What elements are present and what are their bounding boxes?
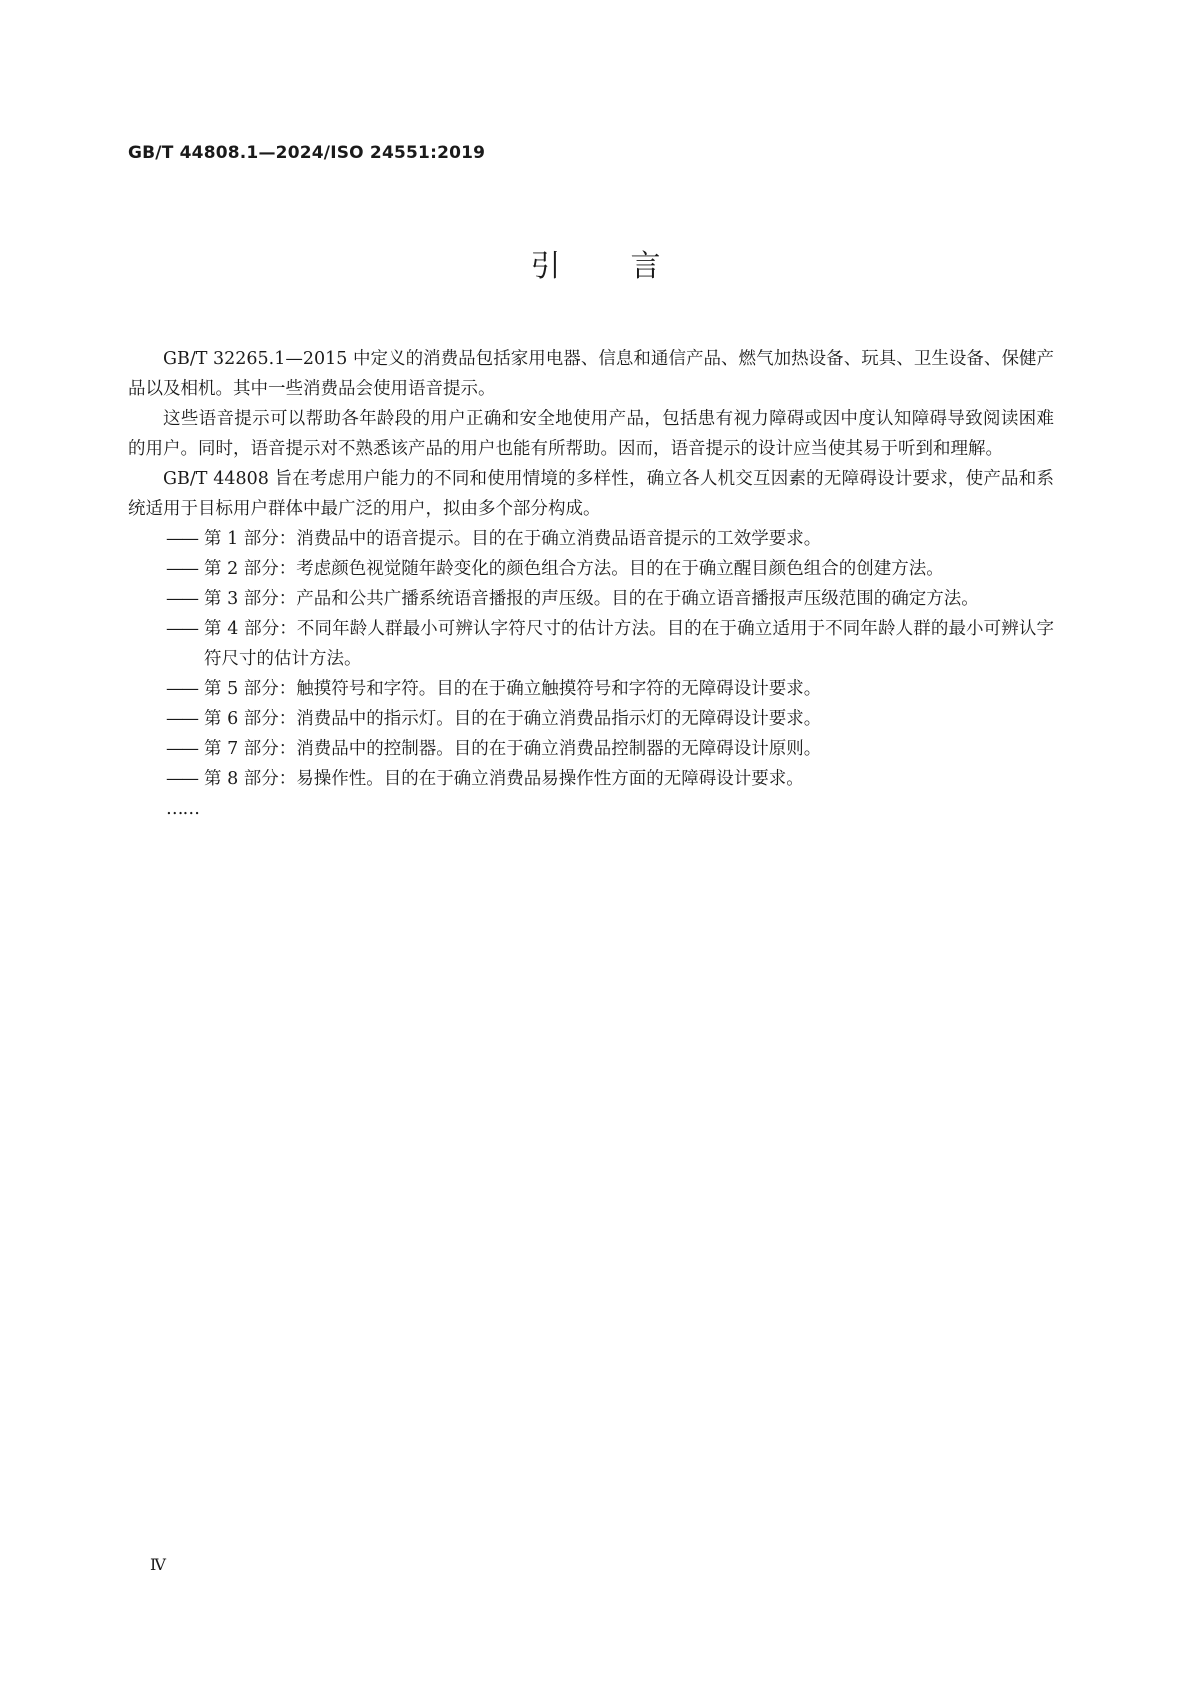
- parts-list: [128, 524, 1054, 794]
- part-item-2: [128, 554, 1054, 584]
- page-number: Ⅳ: [150, 1555, 166, 1574]
- part-item-3: [128, 584, 1054, 614]
- part-item-text: 第 3 部分：产品和公共广播系统语音播报的声压级。目的在于确立语音播报声压级范围的确定方法。: [204, 589, 979, 609]
- intro-paragraph-3: GB/T 44808 旨在考虑用户能力的不同和使用情境的多样性，确立各人机交互因素的无障碍设计要求，使产品和系统适用于目标用户群体中最广泛的用户，拟由多个部分构成。: [128, 469, 1054, 519]
- part-item-5: [128, 674, 1054, 704]
- list-dash: ——: [166, 619, 197, 639]
- list-dash: ——: [166, 559, 197, 579]
- list-ellipsis: ……: [166, 799, 199, 819]
- list-dash: ——: [166, 589, 197, 609]
- part-item-8: [128, 764, 1054, 794]
- part-item-text: 第 7 部分：消费品中的控制器。目的在于确立消费品控制器的无障碍设计原则。: [204, 739, 822, 759]
- standard-code-header: GB/T 44808.1—2024/ISO 24551:2019: [128, 143, 486, 163]
- part-item-text: 第 8 部分：易操作性。目的在于确立消费品易操作性方面的无障碍设计要求。: [204, 769, 804, 789]
- part-item-text: 第 2 部分：考虑颜色视觉随年龄变化的颜色组合方法。目的在于确立醒目颜色组合的创建方法。: [204, 559, 944, 579]
- list-dash: ——: [166, 709, 197, 729]
- page-title: 引言: [530, 249, 731, 284]
- list-dash: ——: [166, 679, 197, 699]
- list-dash: ——: [166, 529, 197, 549]
- part-item-6: [128, 704, 1054, 734]
- part-item-text: 第 1 部分：消费品中的语音提示。目的在于确立消费品语音提示的工效学要求。: [204, 529, 822, 549]
- part-item-4: [128, 614, 1054, 674]
- part-item-1: [128, 524, 1054, 554]
- part-item-text: 第 5 部分：触摸符号和字符。目的在于确立触摸符号和字符的无障碍设计要求。: [204, 679, 822, 699]
- list-dash: ——: [166, 769, 197, 789]
- part-item-7: [128, 734, 1054, 764]
- intro-paragraph-1: GB/T 32265.1—2015 中定义的消费品包括家用电器、信息和通信产品、燃气加热设备、玩具、卫生设备、保健产品以及相机。其中一些消费品会使用语音提示。: [128, 349, 1054, 399]
- part-item-text: 第 4 部分：不同年龄人群最小可辨认字符尺寸的估计方法。目的在于确立适用于不同年龄人群的最小可辨认字符尺寸的估计方法。: [204, 619, 1054, 669]
- list-dash: ——: [166, 739, 197, 759]
- intro-paragraph-2: 这些语音提示可以帮助各年龄段的用户正确和安全地使用产品，包括患有视力障碍或因中度认知障碍导致阅读困难的用户。同时，语音提示对不熟悉该产品的用户也能有所帮助。因而，语音提示的设计应当使其易于听到和理解。: [128, 409, 1054, 459]
- part-item-text: 第 6 部分：消费品中的指示灯。目的在于确立消费品指示灯的无障碍设计要求。: [204, 709, 822, 729]
- document-body: [128, 344, 1054, 824]
